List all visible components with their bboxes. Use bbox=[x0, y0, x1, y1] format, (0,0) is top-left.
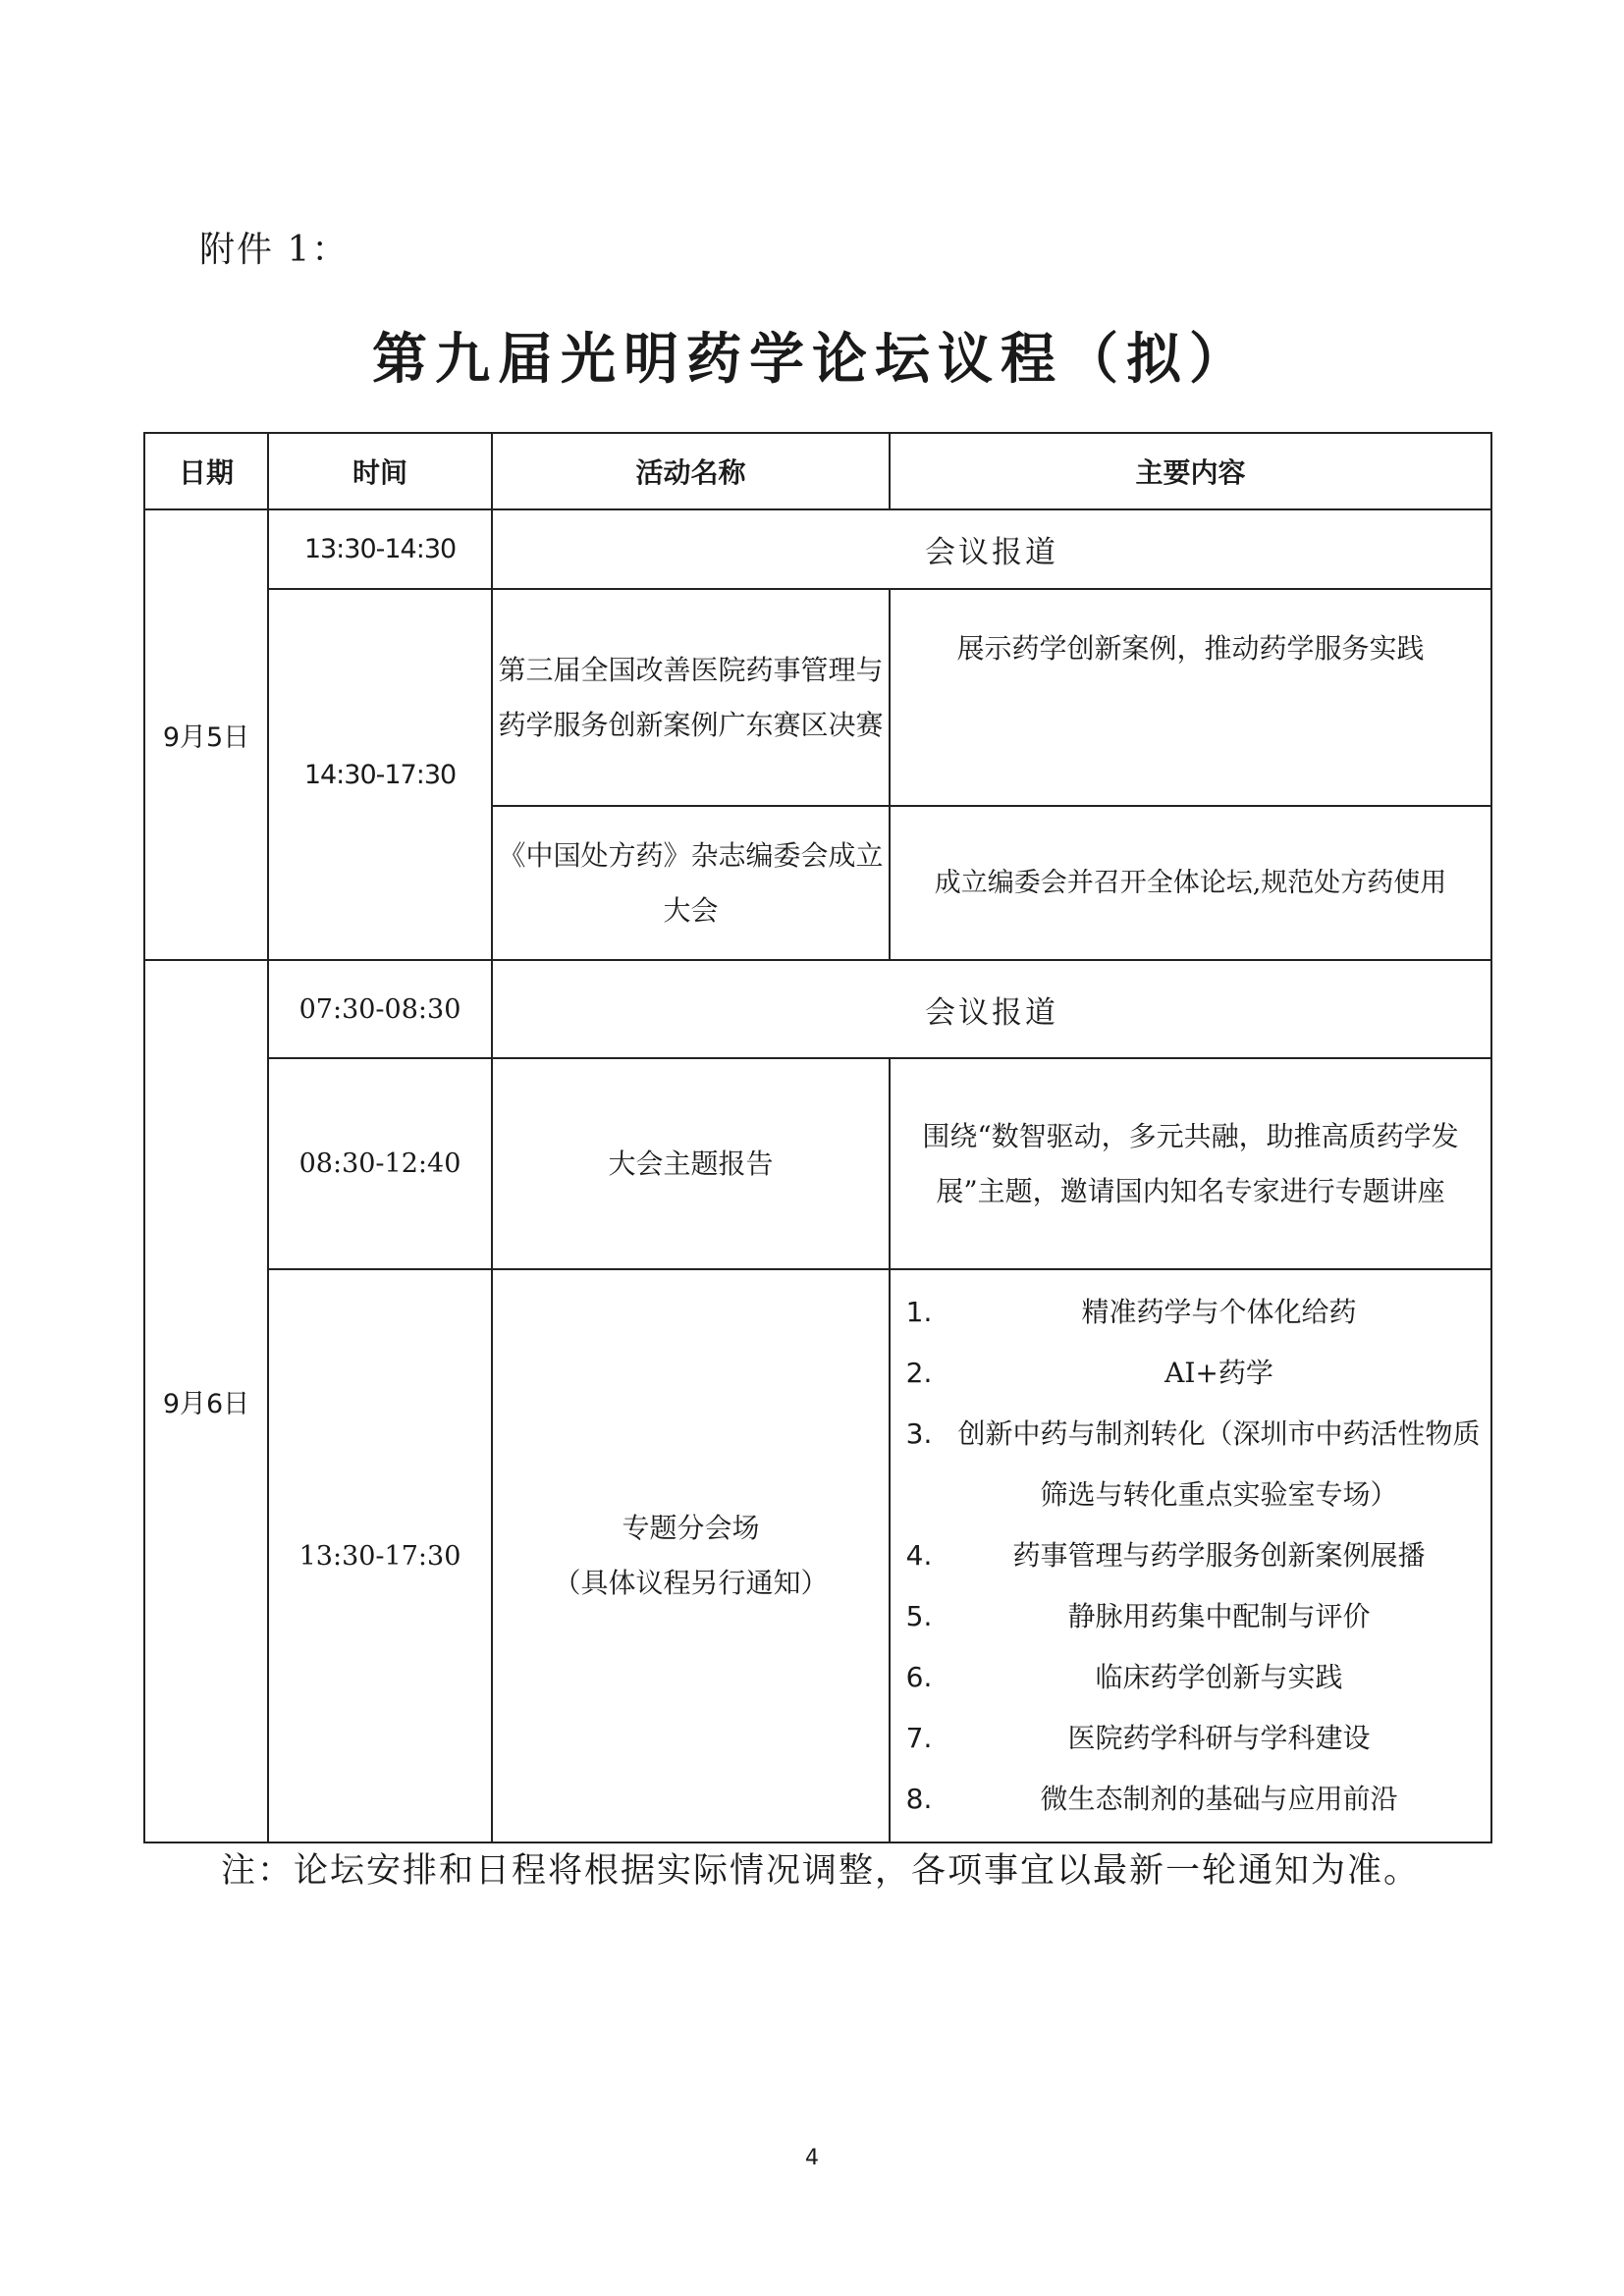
header-content: 主要内容 bbox=[890, 433, 1491, 509]
day1-activity-contest: 第三届全国改善医院药事管理与药学服务创新案例广东赛区决赛 bbox=[492, 589, 890, 806]
list-item-number: 3. bbox=[905, 1417, 933, 1450]
attachment-label: 附件 1： bbox=[199, 230, 350, 270]
table-row bbox=[144, 509, 1491, 589]
list-item-number: 4. bbox=[905, 1539, 933, 1572]
list-item bbox=[891, 1525, 1490, 1586]
list-item bbox=[891, 1647, 1490, 1708]
day2-slot1-time: 07:30-08:30 bbox=[268, 960, 492, 1058]
list-item-number: 6. bbox=[905, 1661, 933, 1693]
list-item-text: 创新中药与制剂转化（深圳市中药活性物质筛选与转化重点实验室专场） bbox=[957, 1417, 1481, 1511]
list-item-text: 医院药学科研与学科建设 bbox=[1067, 1722, 1371, 1754]
list-item bbox=[891, 1708, 1490, 1769]
day2-activity-keynote: 大会主题报告 bbox=[492, 1058, 890, 1269]
day1-date: 9月5日 bbox=[144, 509, 268, 960]
page-number: 4 bbox=[805, 2146, 819, 2170]
day2-activity-sessions bbox=[492, 1269, 890, 1842]
day1-content-contest: 展示药学创新案例，推动药学服务实践 bbox=[890, 589, 1491, 806]
day2-date: 9月6日 bbox=[144, 960, 268, 1842]
list-item-number: 2. bbox=[905, 1357, 933, 1389]
list-item-number: 8. bbox=[905, 1783, 933, 1815]
page-title: 第九届光明药学论坛议程（拟） bbox=[372, 327, 1252, 392]
list-item bbox=[891, 1404, 1490, 1525]
agenda-table bbox=[143, 432, 1492, 1843]
day1-content-editorial: 成立编委会并召开全体论坛,规范处方药使用 bbox=[890, 806, 1491, 960]
list-item-number: 1. bbox=[905, 1296, 933, 1328]
list-item bbox=[891, 1769, 1490, 1830]
list-item-text: 精准药学与个体化给药 bbox=[1081, 1296, 1357, 1328]
footnote: 注：论坛安排和日程将根据实际情况调整，各项事宜以最新一轮通知为准。 bbox=[221, 1851, 1421, 1891]
header-time: 时间 bbox=[268, 433, 492, 509]
sessions-subtitle: （具体议程另行通知） bbox=[553, 1567, 829, 1599]
header-date: 日期 bbox=[144, 433, 268, 509]
list-item-text: 静脉用药集中配制与评价 bbox=[1067, 1600, 1371, 1632]
header-activity: 活动名称 bbox=[492, 433, 890, 509]
list-item-number: 7. bbox=[905, 1722, 933, 1754]
list-item-text: 临床药学创新与实践 bbox=[1095, 1661, 1343, 1693]
list-item-text: 微生态制剂的基础与应用前沿 bbox=[1040, 1783, 1398, 1815]
day2-slot3-time: 13:30-17:30 bbox=[268, 1269, 492, 1842]
table-header-row bbox=[144, 433, 1491, 509]
list-item bbox=[891, 1282, 1490, 1343]
list-item-number: 5. bbox=[905, 1600, 933, 1632]
day1-activity-editorial: 《中国处方药》杂志编委会成立大会 bbox=[492, 806, 890, 960]
day2-content-keynote: 围绕“数智驱动，多元共融，助推高质药学发展”主题，邀请国内知名专家进行专题讲座 bbox=[890, 1058, 1491, 1269]
list-item-text: AI+药学 bbox=[1164, 1357, 1273, 1389]
sessions-title: 专题分会场 bbox=[622, 1512, 760, 1544]
day1-slot2-time: 14:30-17:30 bbox=[268, 589, 492, 960]
day1-registration: 会议报道 bbox=[492, 509, 1491, 589]
day2-slot2-time: 08:30-12:40 bbox=[268, 1058, 492, 1269]
table-row bbox=[144, 1269, 1491, 1842]
list-item bbox=[891, 1586, 1490, 1647]
day2-content-sessions bbox=[890, 1269, 1491, 1842]
table-row bbox=[144, 1058, 1491, 1269]
table-row bbox=[144, 589, 1491, 806]
list-item bbox=[891, 1343, 1490, 1404]
table-row bbox=[144, 960, 1491, 1058]
day2-registration: 会议报道 bbox=[492, 960, 1491, 1058]
day1-slot1-time: 13:30-14:30 bbox=[268, 509, 492, 589]
list-item-text: 药事管理与药学服务创新案例展播 bbox=[1012, 1539, 1426, 1572]
